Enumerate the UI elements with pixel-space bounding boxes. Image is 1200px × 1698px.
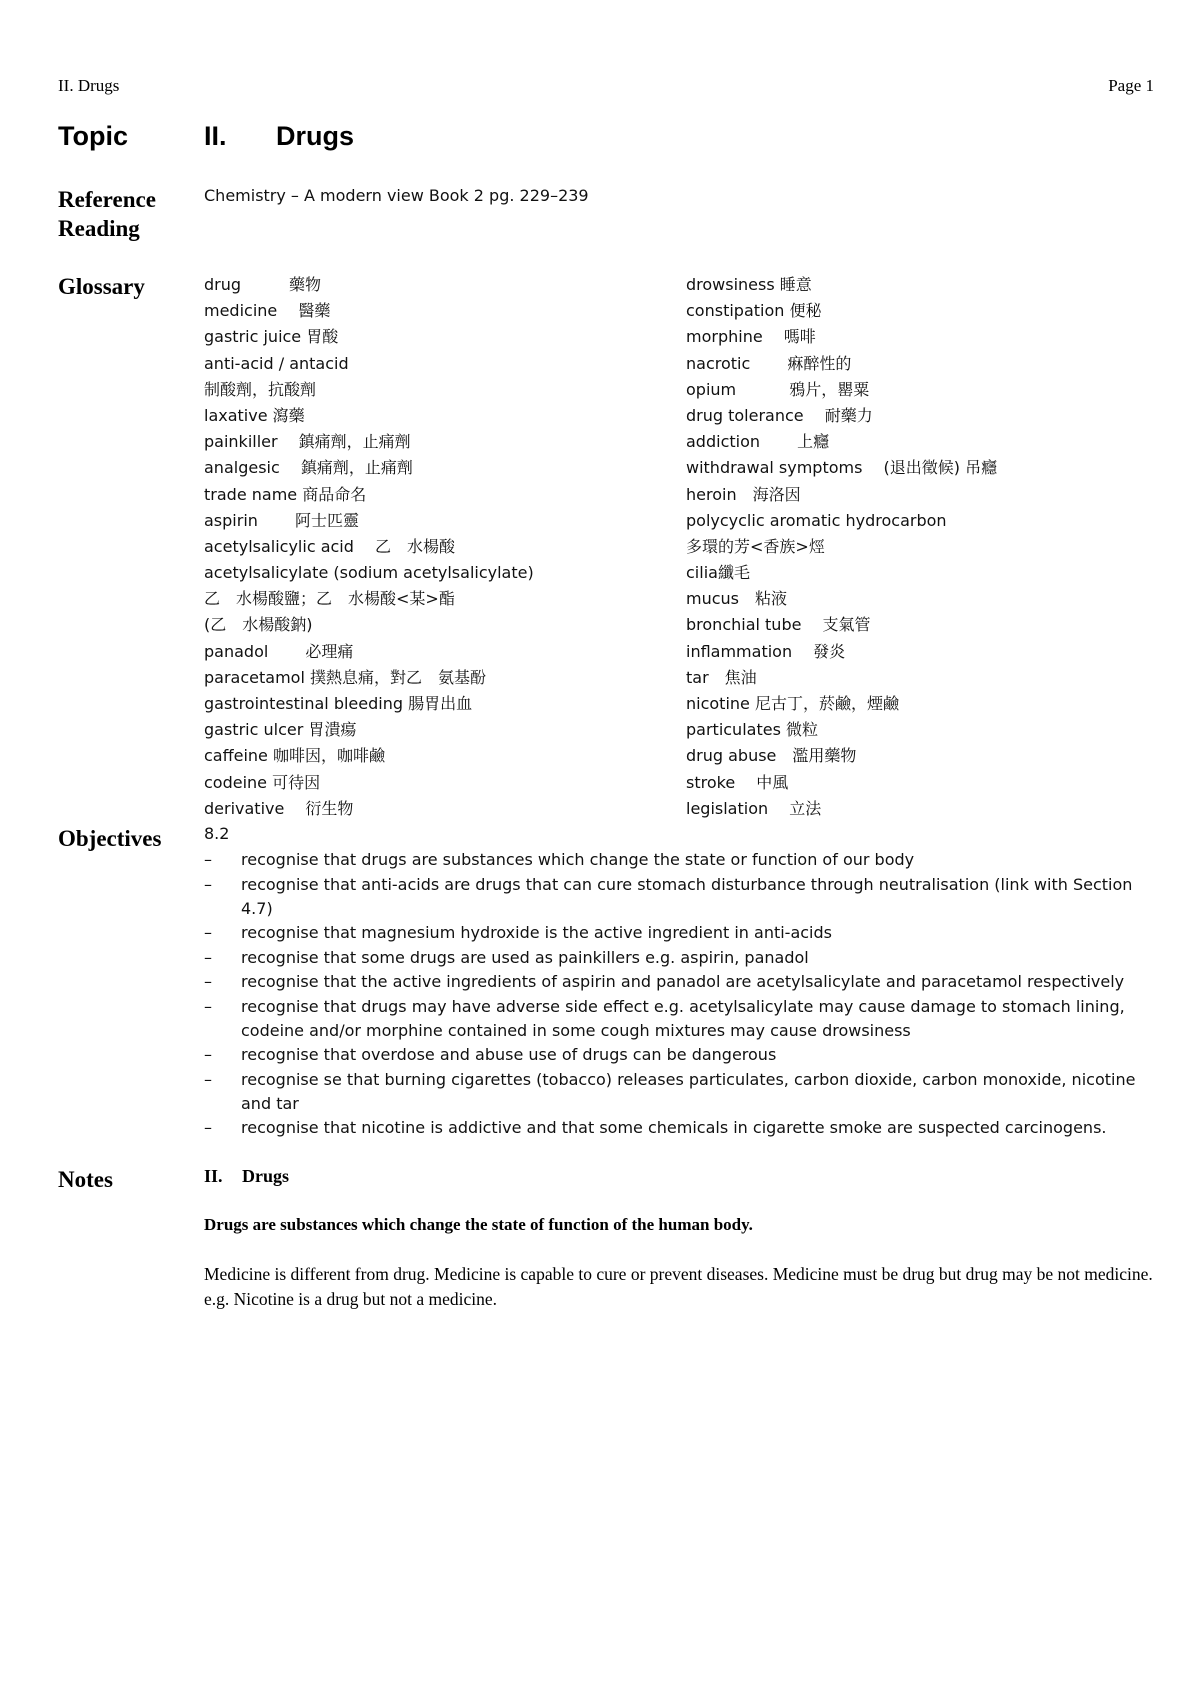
objective-text: recognise that overdose and abuse use of drugs can be dangerous (241, 1045, 777, 1064)
objective-text: recognise that drugs may have adverse side effect e.g. acetylsalicylate may cause damage to stomach lining, codeine and/or morphine contained in some cough mixtures may cause drowsiness (241, 996, 1125, 1040)
notes-label: Notes (58, 1167, 113, 1192)
glossary-entry: withdrawal symptoms (退出徵候) 吊癮 (686, 458, 998, 478)
objective-item (204, 1043, 1148, 1067)
glossary-entry: anti-acid / antacid (204, 353, 349, 373)
glossary-entry: 制酸劑，抗酸劑 (204, 379, 317, 399)
glossary-entry: morphine 嗎啡 (686, 327, 816, 347)
glossary-entry: aspirin 阿士匹靈 (204, 510, 359, 530)
glossary-entry: legislation 立法 (686, 798, 822, 818)
glossary-entry: tar 焦油 (686, 667, 757, 687)
objective-item (204, 970, 1148, 994)
running-header-title: II. Drugs (58, 76, 120, 95)
page-number: Page 1 (1108, 76, 1154, 95)
notes-bold-statement: Drugs are substances which change the state of function of the human body. (204, 1215, 753, 1234)
glossary-entry: opium 鴉片，罌粟 (686, 379, 870, 399)
objective-item (204, 921, 1148, 945)
objective-item (204, 848, 1148, 872)
glossary-entry: bronchial tube 支氣管 (686, 615, 871, 635)
glossary-entry: gastric ulcer 胃潰瘍 (204, 720, 357, 740)
topic-label: Topic (58, 121, 128, 151)
topic-title: Drugs (276, 121, 355, 151)
glossary-entry: codeine 可待因 (204, 772, 321, 792)
list-dash: – (204, 947, 212, 967)
glossary-entry: medicine 醫藥 (204, 301, 331, 321)
glossary-entry: drug 藥物 (204, 275, 322, 294)
objective-text: recognise that magnesium hydroxide is the active ingredient in anti-acids (241, 923, 832, 942)
glossary-entry: (乙 水楊酸鈉) (204, 615, 313, 635)
glossary-entry: drug abuse 濫用藥物 (686, 746, 857, 766)
list-dash: – (204, 972, 212, 991)
objective-text: recognise that some drugs are used as painkillers e.g. aspirin, panadol (241, 947, 809, 967)
objective-item (204, 995, 1148, 1043)
glossary-entry: derivative 衍生物 (204, 798, 354, 818)
reference-text: Chemistry – A modern view Book 2 pg. 229–239 (204, 186, 589, 205)
list-dash: – (204, 923, 212, 942)
topic-number: II. (204, 121, 227, 151)
list-dash: – (204, 1069, 212, 1089)
glossary-entry: constipation 便秘 (686, 301, 822, 321)
glossary-entry: panadol 必理痛 (204, 641, 354, 661)
list-dash: – (204, 1118, 212, 1137)
glossary-entry: gastrointestinal bleeding 腸胃出血 (204, 694, 473, 713)
objective-text: recognise that nicotine is addictive and that some chemicals in cigarette smoke are suspected carcinogens. (241, 1118, 1107, 1137)
reference-label-line2: Reading (58, 216, 140, 241)
objective-text: recognise that anti-acids are drugs that can cure stomach disturbance through neutralisation (link with Section 4.7) (241, 874, 1133, 918)
glossary-entry: 乙 水楊酸鹽；乙 水楊酸<某>酯 (204, 589, 455, 609)
glossary-entry: inflammation 發炎 (686, 641, 846, 661)
glossary-entry: drowsiness 睡意 (686, 275, 812, 294)
objective-text: recognise se that burning cigarettes (tobacco) releases particulates, carbon dioxide, carbon monoxide, nicotine and tar (241, 1069, 1136, 1113)
topic-heading (204, 121, 354, 151)
notes-heading (204, 1166, 289, 1187)
reference-label-line1: Reference (58, 187, 156, 212)
glossary-entry: gastric juice 胃酸 (204, 327, 339, 347)
glossary-left-column (204, 272, 674, 822)
glossary-entry: heroin 海洛因 (686, 484, 801, 504)
notes-title: Drugs (242, 1166, 290, 1186)
glossary-entry: paracetamol 撲熱息痛，對乙 氨基酚 (204, 667, 486, 687)
glossary-entry: particulates 微粒 (686, 720, 818, 740)
glossary-entry: polycyclic aromatic hydrocarbon (686, 510, 947, 530)
glossary-entry: laxative 瀉藥 (204, 405, 305, 425)
glossary-entry: acetylsalicylate (sodium acetylsalicylate) (204, 563, 534, 583)
glossary-entry: nicotine 尼古丁，菸鹼，煙鹼 (686, 694, 899, 713)
list-dash: – (204, 996, 212, 1016)
list-dash: – (204, 850, 212, 869)
notes-paragraph: Medicine is different from drug. Medicine is capable to cure or prevent diseases. Medicine must be drug but drug may be not medicine. e.g. Nicotine is a drug but not a medicine. (204, 1264, 1153, 1309)
glossary-right-column (686, 272, 1166, 822)
objective-item (204, 873, 1148, 921)
list-dash: – (204, 874, 212, 894)
glossary-entry: nacrotic 痳醉性的 (686, 353, 852, 373)
objectives-label: Objectives (58, 826, 162, 851)
glossary-entry: cilia纖毛 (686, 563, 750, 583)
objective-item (204, 1116, 1148, 1140)
glossary-entry: analgesic 鎮痛劑，止痛劑 (204, 458, 413, 478)
list-dash: – (204, 1045, 212, 1064)
glossary-entry: painkiller 鎮痛劑，止痛劑 (204, 432, 411, 452)
notes-number: II. (204, 1166, 223, 1186)
objective-text: recognise that the active ingredients of aspirin and panadol are acetylsalicylate and paracetamol respectively (241, 972, 1125, 991)
objective-item (204, 946, 1148, 970)
glossary-label: Glossary (58, 274, 145, 299)
objectives-list (204, 848, 1148, 1141)
glossary-entry: stroke 中風 (686, 772, 789, 792)
glossary-entry: mucus 粘液 (686, 589, 788, 609)
glossary-entry: addiction 上癮 (686, 432, 830, 452)
glossary-entry: trade name 商品命名 (204, 484, 367, 504)
glossary-entry: 多環的芳<香族>烴 (686, 536, 825, 556)
glossary-entry: acetylsalicylic acid 乙 水楊酸 (204, 536, 455, 556)
glossary-entry: caffeine 咖啡因，咖啡鹼 (204, 746, 385, 766)
objectives-section-number: 8.2 (204, 824, 230, 843)
objective-item (204, 1068, 1148, 1116)
objective-text: recognise that drugs are substances which change the state or function of our body (241, 850, 915, 869)
glossary-entry: drug tolerance 耐藥力 (686, 405, 873, 425)
